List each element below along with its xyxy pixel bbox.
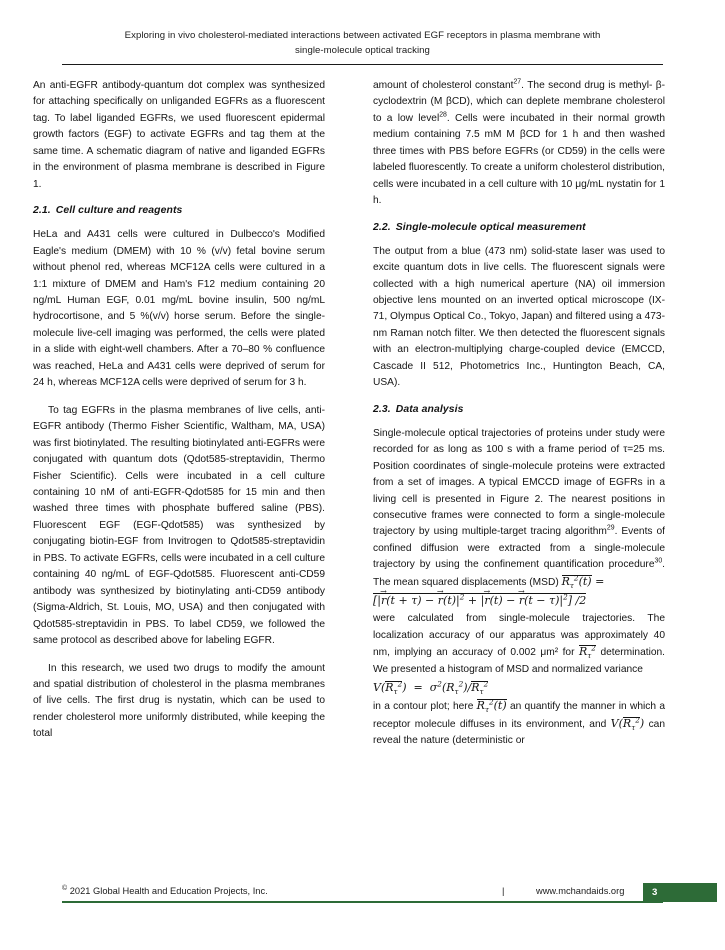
equation-msd-lhs: $R_\tau^2(t)$ =	[561, 573, 605, 590]
paragraph-tagging: To tag EGFRs in the plasma membranes of live cells, anti-EGFR antibody (Thermo Fisher Scientific, Waltham, MA, USA) was first biotinylated. The resulting biotinylated anti-EGFRs were conjugated with quantum dots (Qdot585-streptavidin, Thermo Fisher Scientific). Cells were incubated in a cell culture containing 10 nM of anti-EGFR-Qdot585 for 15 min and then washed three times with phosphate buffered saline (PBS). Fluorescent EGF (EGF-Qdot585) was synthesized by conjugating biotin-EGF from Invitrogen to Qdot585-streptavidin in PBS. To activate EGFRs, cells were incubated in a cell culture containing 40 ng/mL of EGF-Qdot585. Fluorescent anti-CD59 antibody was synthesized by biotinylating anti-CD59 antibody (Sigma-Aldrich, St. Louis, MO, USA) and then conjugated with Qdot585-streptavidin in PBS. To label CD59, we followed the same protocol as described above for labeling EGFR.	[33, 404, 325, 647]
analysis-text-c: . The mean squared displacements (MSD)	[373, 559, 665, 588]
right-column	[373, 78, 665, 749]
paragraph-cell-culture: HeLa and A431 cells were cultured in Dulbecco's Modified Eagle's medium (DMEM) with 10 % (v/v) fetal bovine serum without phenol red, whereas MCF12A cells were cultured in a 1:1 mixture of DMEM and Ham's F12 medium containing 20 ng/mL Human EGF, 0.01 mg/mL bovine insulin, 500 ng/mL hydrocortisone, and 5 %(v/v) horse serum. Before the single-molecule live-cell imaging was performed, the cells were plated in a slide with eight-well chambers. After a 70–80 % confluence was reached, HeLa and A431 cells were deprived of serum for 24 h, whereas MCF12A cells were deprived of serum for 3 h.	[33, 229, 325, 389]
paragraph-data-analysis	[373, 426, 665, 750]
section-heading-2-1	[33, 204, 325, 218]
drugs-text-after: . Cells were incubated in their normal growth medium containing 7.5 mM M βCD for 1 h and then washed three times with PBS before EGFRs (or CD59) in the cells were labeled fluorescently. To create a uniform cholesterol distribution, cells were incubated in a cell culture with 10 μg/mL nystatin for 1 h.	[373, 112, 665, 207]
section-heading-2-2	[373, 221, 665, 235]
paragraph-spacer	[33, 392, 325, 403]
equation-variance-v: $V(R_\tau^2)$	[610, 714, 645, 732]
equation-rtau-squared: $R_\tau^2$	[578, 643, 596, 661]
citation-ref-28: 28	[439, 111, 447, 119]
copyright-notice	[62, 886, 268, 896]
analysis-text-g: an quantify the manner in which a receptor molecule diffuses in its environment, and	[373, 701, 665, 730]
section-title-2-2: Single-molecule optical measurement	[395, 221, 586, 233]
equation-msd-rhs: [|→ r(t + τ) − → $r(t)|^2$ + |→ r(t) − → $r(t - \tau)|^2$] /2	[373, 592, 665, 610]
section-heading-2-3	[373, 403, 665, 417]
page-footer	[62, 884, 663, 901]
paragraph-spacer-2	[33, 650, 325, 661]
section-number-2-3: 2.3.	[373, 403, 391, 415]
paragraph-intro: An anti-EGFR antibody-quantum dot complex was synthesized for attaching specifically on unliganded EGFRs as a fluorescent tag. To label liganded EGFRs, we used fluorescent epidermal growth factors (EGF) to activate EGFRs and tag them at the same time. A schematic diagram of native and liganded EGFRs in the environment of plasma membrane is described in Figure 1.	[33, 80, 325, 190]
footer-separator: |	[502, 886, 505, 896]
analysis-text-e: determination. We presented a histogram of MSD and normalized variance	[373, 647, 665, 675]
section-number-2-1: 2.1.	[33, 205, 51, 217]
citation-ref-30: 30	[654, 557, 663, 565]
equation-normalized-variance: $V(R_\tau^2) = \sigma^2(R_\tau^2)/R_\tau^2$	[373, 679, 489, 697]
footer-website-link[interactable]: www.mchandaids.org	[536, 886, 625, 896]
running-head-rule	[62, 64, 663, 65]
citation-ref-29: 29	[606, 525, 615, 533]
section-number-2-2: 2.2.	[373, 221, 391, 233]
equation-rtau-squared-of-t: $R_\tau^2(t)$	[476, 697, 507, 715]
section-title-2-3: Data analysis	[395, 403, 464, 415]
drugs-text-before-ref27: amount of cholesterol constant	[373, 80, 514, 91]
analysis-text-h: can reveal the nature (deterministic or	[373, 718, 665, 746]
paragraph-drugs-continued	[373, 78, 665, 210]
paragraph-optical-measurement: The output from a blue (473 nm) solid-state laser was used to excite quantum dots in live cells. The fluorescent signals were collected with a high numerical aperture (NA) oil immersion objective lens mounted on an inverted optical microscope (IX-71, Olympus Optical Co., Tokyo, Japan) and filtered using a 473-nm Raman notch filter. We then detected the fluorescent signals with an electron-multiplying charge-coupled device (EMCCD, Cascade II 512, Photometrics Inc., Huntington Beach, CA, USA).	[373, 245, 665, 389]
analysis-text-d: were calculated from single-molecule trajectories. The localization accuracy of our apparatus was approximately 40 nm, implying an accuracy of 0.002 μm² for	[373, 613, 665, 659]
citation-ref-27: 27	[513, 78, 522, 86]
section-title-2-1: Cell culture and reagents	[55, 205, 183, 217]
analysis-text-b: . Events of confined diffusion were extracted from a single-molecule trajectory by using the confinement quantification procedure	[373, 526, 665, 571]
running-head-line-2: single-molecule optical tracking	[295, 45, 430, 56]
paragraph-drugs: In this research, we used two drugs to modify the amount and spatial distribution of cholesterol in the plasma membranes of live cells. The first drug is nystatin, which can be used to render cholesterol more uniformly distributed, while keeping the total	[33, 662, 325, 740]
page-number: 3	[652, 887, 658, 898]
analysis-text-a: Single-molecule optical trajectories of proteins under study were recorded for as long as 100 s with a frame period of τ=25 ms. Position coordinates of single-molecule proteins were extracted from a set of images. A typical EMCCD image of EGFRs in a living cell is presented in Figure 2. The nearest positions in consecutive frames were connected to form a single-molecule trajectory by using multiple-target tracing algorithm	[373, 427, 665, 538]
page-number-badge	[643, 883, 717, 902]
drugs-text-mid: . The second drug is methyl- β-cyclodextrin (M βCD), which can deplete membrane cholesterol to a low level	[373, 80, 665, 124]
copyright-icon: ©	[62, 884, 68, 892]
copyright-text: 2021 Global Health and Education Projects, Inc.	[67, 886, 268, 896]
running-head	[62, 28, 663, 58]
left-column	[33, 78, 325, 743]
running-head-line-1: Exploring in vivo cholesterol-mediated interactions between activated EGF receptors in plasma membrane with	[124, 30, 601, 41]
analysis-text-f: in a contour plot; here	[373, 701, 477, 713]
footer-rule	[62, 901, 663, 903]
